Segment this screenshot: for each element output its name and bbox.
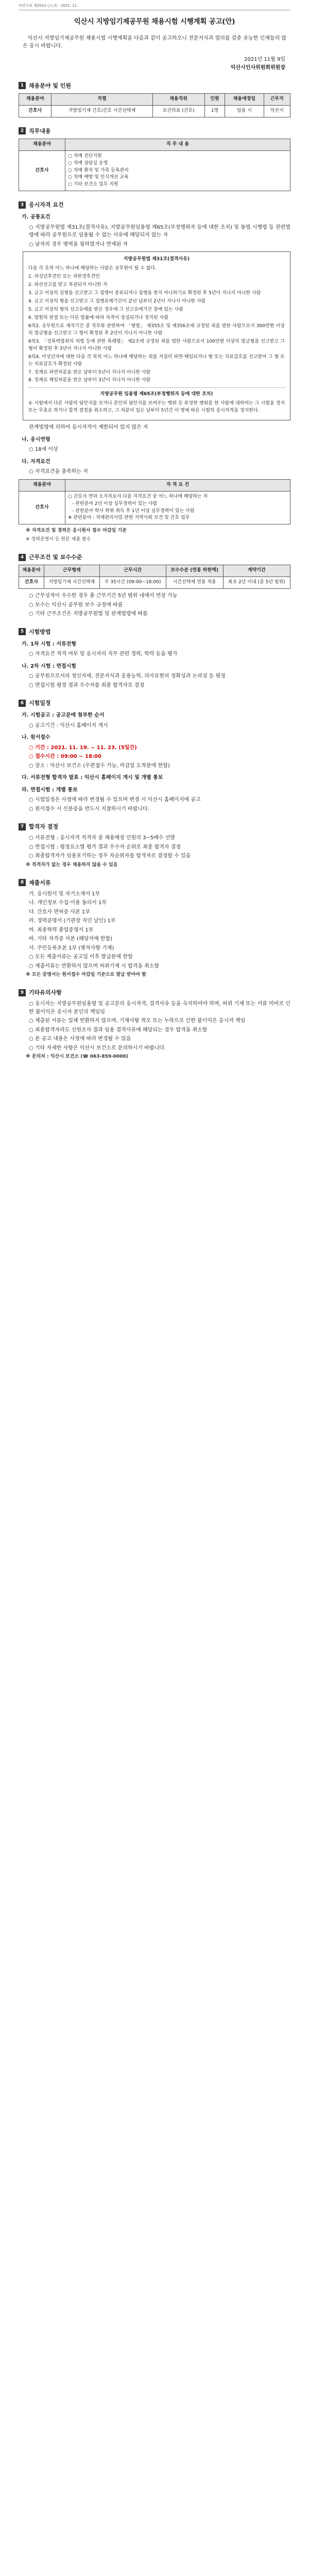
document-warning: ※ 모든 증명서는 원서접수 마감일 기준으로 발급 받아야 함 <box>26 972 146 978</box>
box-line: 5. 금고 이상의 형의 선고유예를 받은 경우에 그 선고유예기간 중에 있는 사람 <box>28 307 183 313</box>
table-header: 근무지 <box>264 93 290 105</box>
subsection-title: 나. 응시연령 <box>22 436 50 443</box>
section-conditions <box>19 553 290 618</box>
document-item: 가. 응시원서 및 자기소개서 1부 <box>29 891 100 897</box>
table-cell: 1명 <box>204 105 225 117</box>
box-line: 6의3. 「성폭력범죄의 처벌 등에 관한 특례법」 제2조에 규정된 죄를 범한 사람으로서 100만원 이상의 벌금형을 선고받고 그 형이 확정된 후 3년이 지나지 아니한 사람 <box>28 338 285 351</box>
qualification-detail <box>65 491 290 524</box>
qualification-note: ※ 관련분야 : 치매관리사업 관련 지역사회 보건 및 간호 업무 <box>68 515 190 521</box>
duties-list <box>65 150 290 191</box>
list-item: ○ 간호사 면허 소지자로서 다음 자격요건 중 어느 하나에 해당하는 자 <box>68 494 208 499</box>
table-row <box>19 491 290 524</box>
box-title: 지방공무원 임용령 제65조(부정행위자 등에 대한 조치) <box>100 392 213 397</box>
condition-note: ○ 보수는 익산시 공무원 보수 규정에 따름 <box>29 602 123 608</box>
table-header: 채용직위 <box>152 93 204 105</box>
section-exam-method <box>19 628 290 690</box>
box-line: 다음 각 호의 어느 하나에 해당하는 사람은 공무원이 될 수 없다. <box>28 266 157 272</box>
box-line: 4. 금고 이상의 형을 선고받고 그 집행유예기간이 끝난 날부터 2년이 지나지 아니한 사람 <box>28 299 206 304</box>
qualification-line: ○ 자격요건을 충족하는 자 <box>29 469 88 475</box>
document-note: ○ 제출서류는 반환하지 않으며 허위기재 시 합격을 취소함 <box>29 963 160 969</box>
document-item: 마. 최종학력 졸업증명서 1부 <box>29 927 94 933</box>
table-header: 직렬 <box>52 93 152 105</box>
page-title: 익산시 지방임기제공무원 채용시험 시행계획 공고(안) <box>74 17 235 26</box>
section-title: 채용분야 및 인원 <box>29 82 72 89</box>
subsection-title: 라. 면접시험 : 개별 통보 <box>22 787 78 793</box>
other-note: ○ 기타 자세한 사항은 익산시 보건소로 문의하시기 바랍니다. <box>29 1045 166 1051</box>
notice-page <box>0 0 309 1078</box>
subsection-title: 가. 1차 시험 : 서류전형 <box>22 641 76 647</box>
table-header: 보수수준 (연봉 하한액) <box>166 565 223 577</box>
schedule-line: ○ 공고기간 : 익산시 홈페이지 게시 <box>29 722 108 728</box>
disqualification-box <box>23 251 290 420</box>
section-number: 6 <box>19 700 26 707</box>
document-item: 다. 간호사 면허증 사본 1부 <box>29 909 90 915</box>
section-other-notes <box>19 988 290 1061</box>
method-line: ○ 면접시험 평정 결과 우수자를 최종 합격자로 결정 <box>29 682 145 688</box>
table-header: 직 무 내 용 <box>65 139 290 150</box>
section-title: 응시자격 요건 <box>29 201 64 209</box>
document-item: 나. 개인정보 수집·이용 동의서 1부 <box>29 900 107 906</box>
table-header: 인원 <box>204 93 225 105</box>
table-cell: 보건의료 (간호) <box>152 105 204 117</box>
table-cell: 임용 시 <box>225 105 264 117</box>
qualification-table <box>19 479 290 525</box>
table-header: 근무시간 <box>99 565 166 577</box>
method-line: ○ 공무원으로서의 정신자세, 전문지식과 응용능력, 의사표현의 정확성과 논리성 등 평정 <box>29 673 226 680</box>
decision-warning: ※ 적격자가 없는 경우 채용하지 않을 수 있음 <box>26 862 118 868</box>
table-header: 채용분야 <box>19 139 65 150</box>
box-line: 8. 징계로 해임처분을 받은 날부터 3년이 지나지 아니한 사람 <box>28 378 151 383</box>
table-row <box>19 150 290 191</box>
section-title: 근무조건 및 보수수준 <box>29 554 82 561</box>
section-title: 직무내용 <box>29 127 51 134</box>
section-title: 제출서류 <box>29 879 51 886</box>
section-recruit-field <box>19 81 290 117</box>
decision-line: ○ 최종합격자가 임용포기하는 경우 차순위자를 합격자로 결정할 수 있음 <box>29 853 191 859</box>
method-line: ○ 자격요건 적격 여부 및 응시자의 직무 관련 경력, 학력 등을 평가 <box>29 651 178 657</box>
military-requirement: ○ 남자의 경우 병역을 필하였거나 면제된 자 <box>29 241 128 247</box>
table-cell: 최초 2년 이내 (총 5년 범위) <box>223 577 290 589</box>
section-documents <box>19 878 290 979</box>
table-row <box>19 577 290 589</box>
list-item: ○ 치매 상담실 운영 <box>68 160 108 166</box>
box-title: 지방공무원법 제31조(결격사유) <box>123 257 190 262</box>
list-item: ○ 치매 예방 및 인식개선 교육 <box>68 175 129 180</box>
signing-organization: 익산시인사위원회위원장 <box>230 65 285 71</box>
divider <box>28 387 285 388</box>
section-title: 시험방법 <box>29 628 51 635</box>
section-title: 시험일정 <box>29 700 51 707</box>
notice-date: 2021년 11월 9일 <box>244 56 285 62</box>
table-header: 채용분야 <box>19 565 44 577</box>
table-header: 채용분야 <box>19 93 52 105</box>
intro-text: 익산시 지방임기제공무원 채용시험 시행계획을 다음과 같이 공고하오니 전문지식과 열의를 갖춘 유능한 인재들의 많은 응시 바랍니다. <box>23 35 286 49</box>
subsection-title: 가. 시험공고 : 공고문에 첨부한 순서 <box>22 713 105 719</box>
table-cell: 간호사 <box>19 105 52 117</box>
list-item: ○ 치매 환자 및 가족 등록관리 <box>68 167 129 173</box>
section-number: 3 <box>19 201 26 209</box>
section-title: 기타유의사항 <box>29 989 62 996</box>
other-note: ○ 최종합격자라도 신원조사 결과 임용 결격사유에 해당되는 경우 합격을 취소함 <box>29 1027 208 1033</box>
duties-table <box>19 139 290 192</box>
box-line: ① 시험에서 다른 사람의 답안지를 보거나 본인의 답안지를 보여주는 행위 등 부정한 행위를 한 사람에 대하여는 그 시험을 정지 또는 무효로 하거나 합격 결정을 취소하고, 그 처분이 있은 날부터 5년간 이 영에 따른 시험의 응시자격을 정지한다. <box>28 401 285 414</box>
box-line: 3. 금고 이상의 실형을 선고받고 그 집행이 종료되거나 집행을 받지 아니하기로 확정된 후 5년이 지나지 아니한 사람 <box>28 291 261 296</box>
section-number: 7 <box>19 823 26 831</box>
table-row <box>19 105 290 117</box>
box-line: 6. 법원의 판결 또는 다른 법률에 따라 자격이 상실되거나 정지된 사람 <box>28 315 168 320</box>
table-cell: 간호사 <box>19 150 65 191</box>
table-header: 채용예정일 <box>225 93 264 105</box>
table-header: 채용분야 <box>19 479 65 491</box>
box-line: 6의4. 미성년자에 대한 다음 각 목의 어느 하나에 해당하는 죄를 저질러 파면·해임되거나 형 또는 치료감호를 선고받아 그 형 또는 치료감호가 확정된 사람 <box>28 354 285 367</box>
other-note: ○ 제출된 서류는 일체 반환하지 않으며, 기재사항 착오 또는 누락으로 인한 불이익은 응시자 책임 <box>29 1018 246 1024</box>
table-header: 자 격 요 건 <box>65 479 290 491</box>
table-cell: 지방임기제 시간선택제 <box>44 577 99 589</box>
application-period: ○ 기간 : 2021. 11. 19. ~ 11. 23. (5일간) <box>29 744 137 751</box>
section-number: 1 <box>19 82 26 89</box>
table-header: 근무형태 <box>44 565 99 577</box>
box-line: 2. 파산선고를 받고 복권되지 아니한 자 <box>28 282 108 288</box>
qualification-deadline-note: ※ 자격요건 및 경력은 응시원서 접수 마감일 기준 <box>26 528 127 534</box>
other-note: ○ 본 공고 내용은 사정에 따라 변경될 수 있음 <box>29 1036 131 1042</box>
subsection-title: 나. 원서접수 <box>22 735 50 741</box>
condition-note: ○ 기타 근무조건은 지방공무원법 및 관계법령에 따름 <box>29 611 148 617</box>
conditions-table <box>19 565 290 589</box>
contact-info: ※ 문의처 : 익산시 보건소 (☎ 063-859-0000) <box>26 1054 128 1060</box>
section-number: 8 <box>19 879 26 886</box>
table-cell: 시간선택제 연봉 적용 <box>166 577 223 589</box>
subsection-title: 다. 자격요건 <box>22 459 50 465</box>
age-requirement: ○ 18세 이상 <box>29 447 58 453</box>
list-item: - 관련분야 2년 이상 실무경력이 있는 사람 <box>72 501 158 506</box>
condition-note: ○ 근무성적이 우수한 경우 총 근무기간 5년 범위 내에서 연장 가능 <box>29 593 178 599</box>
section-title: 합격자 결정 <box>29 823 58 831</box>
table-header: 계약기간 <box>223 565 290 577</box>
other-note: ○ 응시자는 지방공무원임용령 및 공고문의 응시자격, 결격사유 등을 숙지하여야 하며, 허위 기재 또는 서류 미비로 인한 불이익은 응시자 본인의 책임임 <box>29 1001 290 1015</box>
common-requirement: ○ 지방공무원법 제31조(결격사유), 지방공무원임용령 제65조(부정행위자 등에 대한 조치) 및 동법 시행령 등 관련법령에 따라 공무원으로 임용될 수 없는 사유에 해당되지 않는 자 <box>29 224 290 239</box>
section-number: 2 <box>19 127 26 134</box>
schedule-note: ○ 시험일정은 사정에 따라 변경될 수 있으며 변경 시 익산시 홈페이지에 공고 <box>29 797 201 803</box>
box-line: 7. 징계로 파면처분을 받은 날부터 5년이 지나지 아니한 사람 <box>28 369 151 375</box>
table-cell: 지방임기제 간호/간호 시간선택제 <box>52 105 152 117</box>
document-note: ○ 모든 제출서류는 공고일 이후 발급분에 한함 <box>29 954 133 960</box>
box-line: 1. 피성년후견인 또는 피한정후견인 <box>28 274 100 280</box>
list-item: - 관련분야 학사 학위 취득 후 1년 이상 실무경력이 있는 사람 <box>72 508 195 514</box>
section-eligibility <box>19 200 290 544</box>
list-item: ○ 기타 보건소 업무 지원 <box>68 182 118 188</box>
schedule-note: ○ 원서접수 시 신분증을 반드시 지참하시기 바랍니다. <box>29 806 149 812</box>
table-cell: 간호사 <box>19 491 65 524</box>
subsection-title: 다. 서류전형 합격자 발표 : 익산시 홈페이지 게시 및 개별 통보 <box>22 775 163 781</box>
application-hours: ○ 접수시간 : 09:00 ~ 18:00 <box>29 754 101 760</box>
document-item: 사. 주민등록초본 1부 (병적사항 기재) <box>29 945 114 951</box>
document-item: 바. 기타 자격증 사본 (해당자에 한함) <box>29 936 113 942</box>
residence-note: 관계법령에 의하여 응시자격이 제한되어 있지 않은 자 <box>29 425 148 431</box>
table-cell: 간호사 <box>19 577 44 589</box>
table-cell: 주 35시간 (09:00~18:00) <box>99 577 166 589</box>
section-number: 4 <box>19 554 26 561</box>
recruit-table <box>19 93 290 117</box>
section-duties <box>19 127 290 192</box>
schedule-line: ○ 장소 : 익산시 보건소 (우편접수 가능, 마감일 도착분에 한함) <box>29 762 170 769</box>
section-schedule <box>19 699 290 813</box>
section-number: 9 <box>19 989 26 996</box>
header-note: 익산시보 제2021-○○호 · 2021. 11. <box>19 3 290 10</box>
decision-line: ○ 면접시험 : 평정요소별 평가 결과 우수자 순위로 최종 합격자 결정 <box>29 844 181 850</box>
table-cell: 익산시 <box>264 105 290 117</box>
subsection-title: 나. 2차 시험 : 면접시험 <box>22 663 76 669</box>
decision-line: ○ 서류전형 : 응시자격 적격자 중 채용예정 인원의 3~5배수 선발 <box>29 835 175 841</box>
subsection-title: 가. 공통요건 <box>22 214 50 221</box>
qualification-doc-note: ※ 경력증명서 등 원본 제출 필수 <box>26 537 91 543</box>
section-number: 5 <box>19 628 26 635</box>
box-line: 6의2. 공무원으로 재직기간 중 직무와 관련하여 「형법」 제355조 및 제356조에 규정된 죄를 범한 사람으로서 300만원 이상의 벌금형을 선고받고 그 형이 확정된 후 2년이 지나지 아니한 사람 <box>28 323 285 336</box>
list-item: ○ 치매 진단지원 <box>68 153 102 159</box>
section-pass-decision <box>19 822 290 869</box>
date-signature <box>19 56 290 72</box>
document-item: 라. 경력증명서 (기관장 직인 날인) 1부 <box>29 918 116 924</box>
